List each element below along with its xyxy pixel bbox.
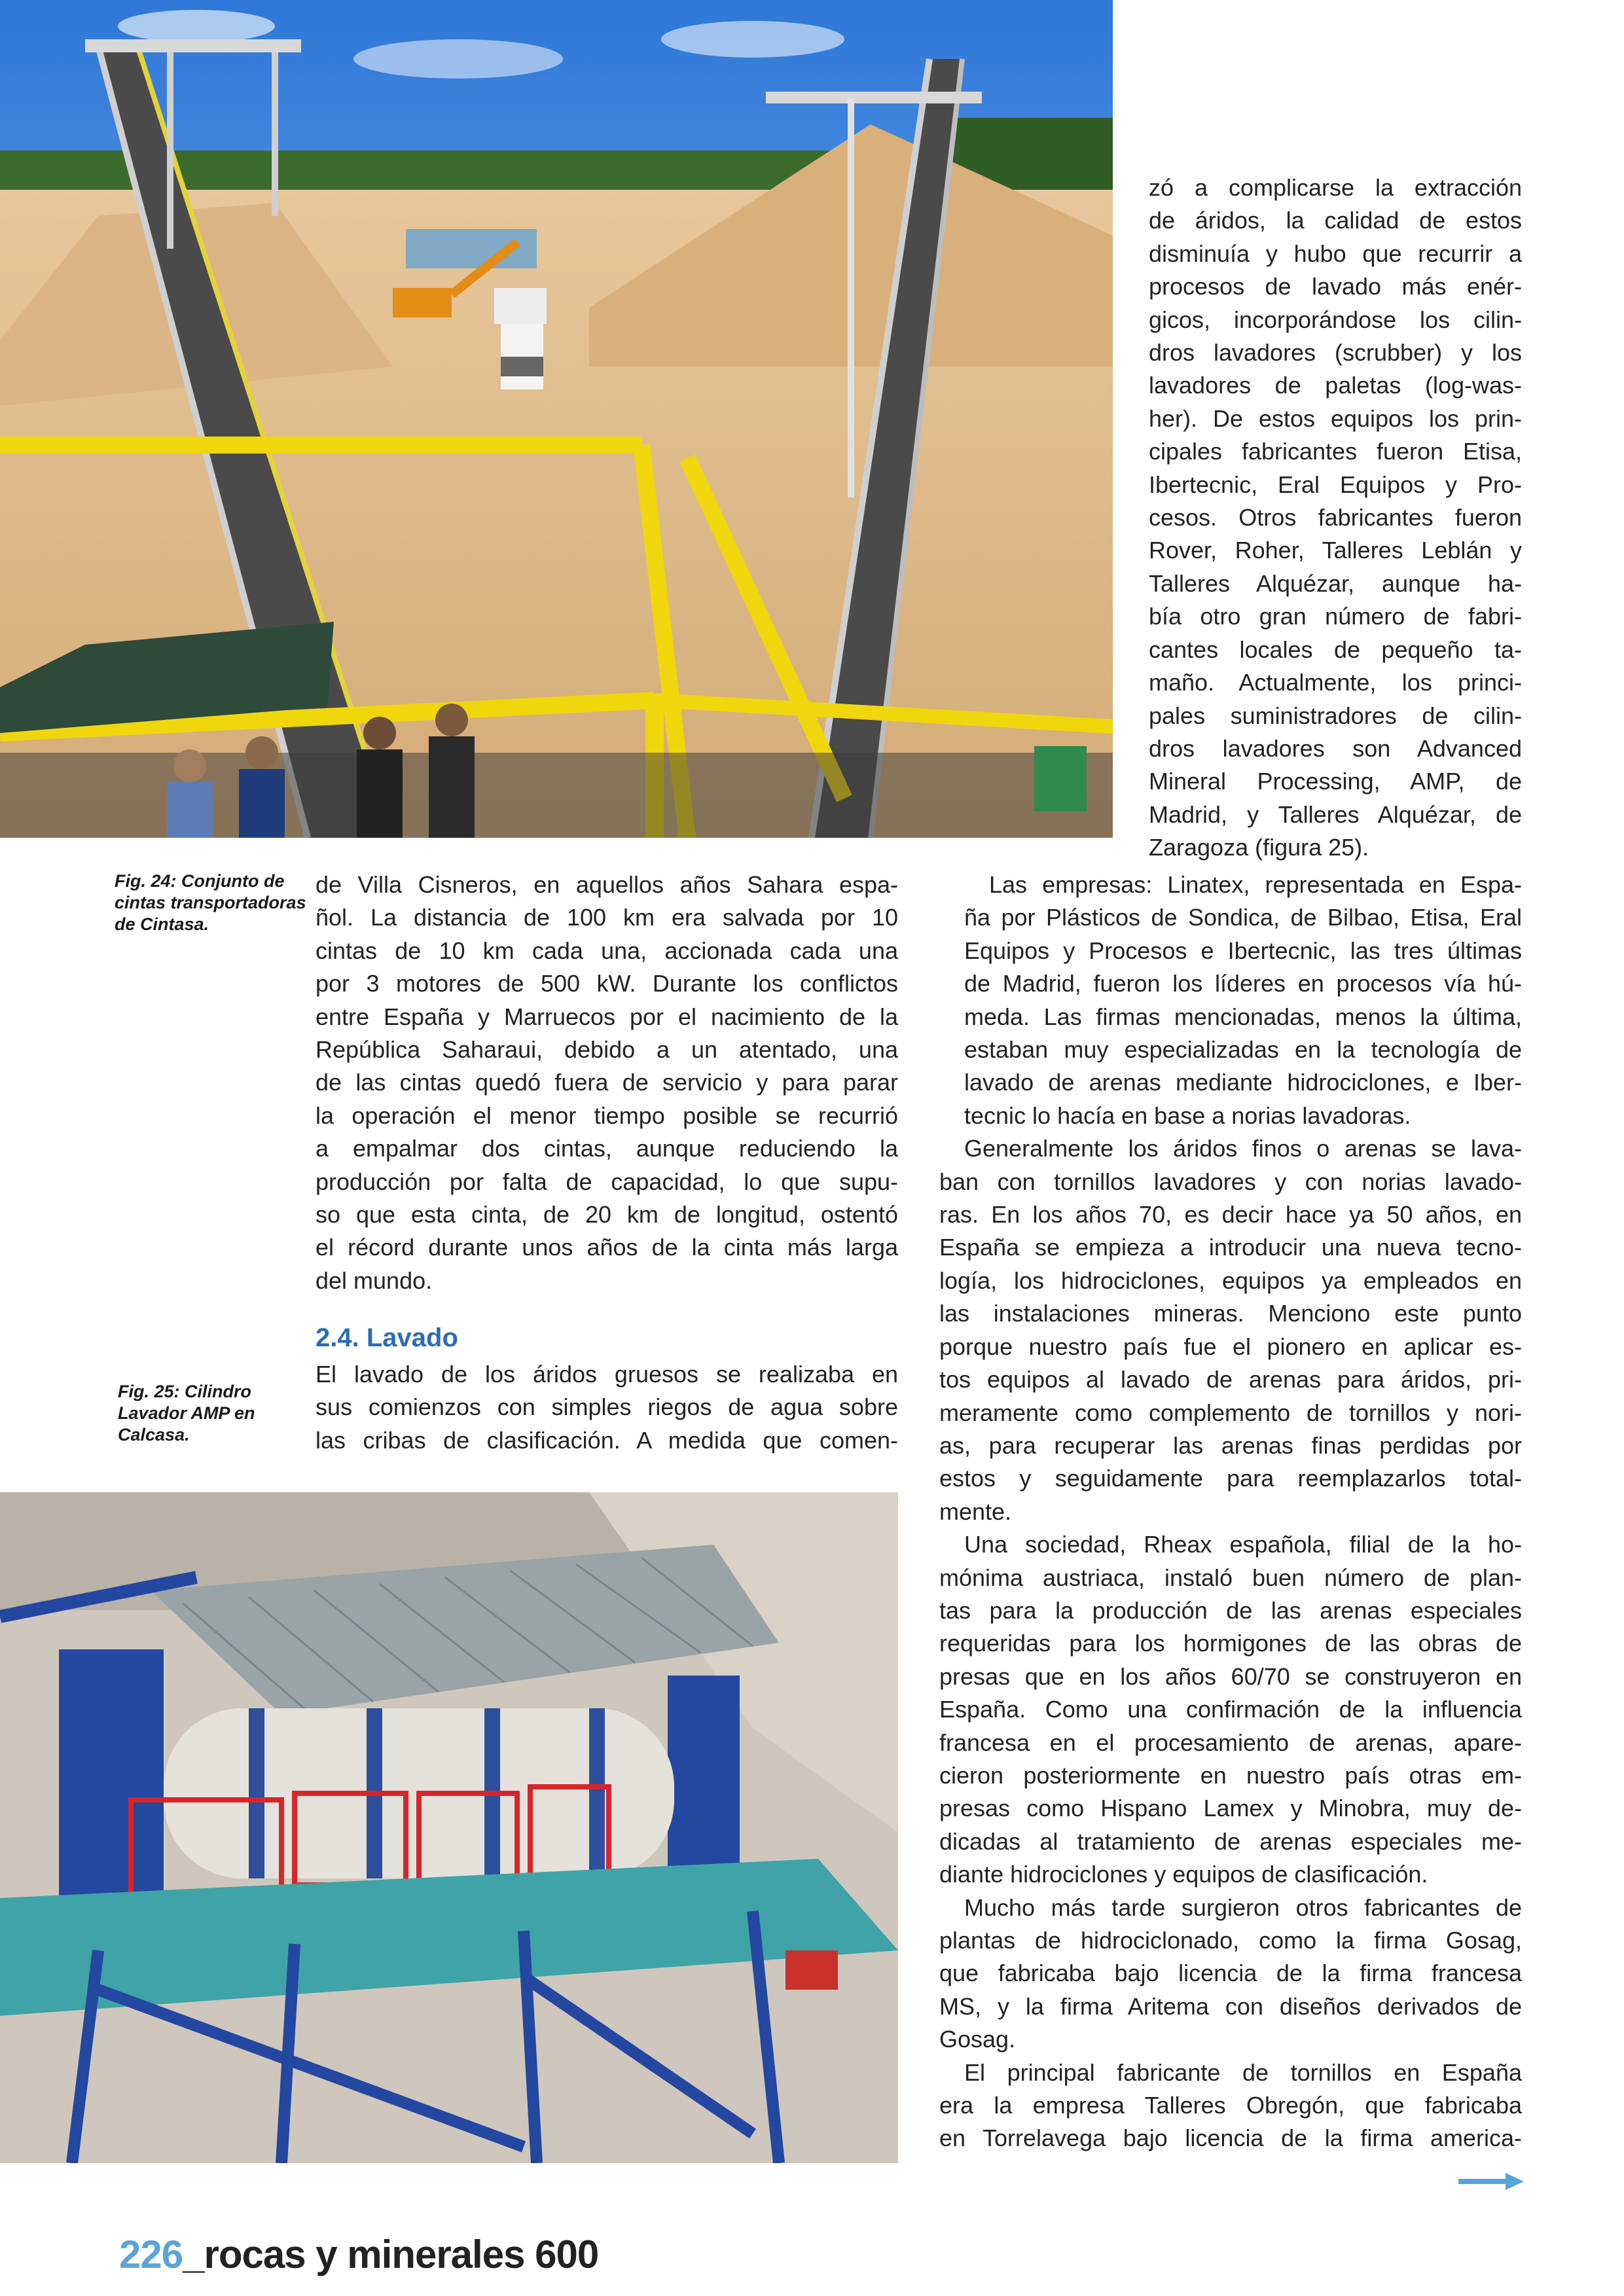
column-middle-lavado bbox=[316, 1358, 898, 1457]
text-line: de Villa Cisneros, en aquellos años Sahara espa- bbox=[316, 871, 898, 898]
text-line: Generalmente los áridos finos o arenas se lava- bbox=[964, 1135, 1522, 1162]
text-line: producción por falta de capacidad, lo que supu- bbox=[316, 1168, 898, 1195]
figure-24-caption: Fig. 24: Conjunto de cintas transportadoras de Cintasa. bbox=[115, 871, 306, 934]
text-line: tos equipos al lavado de arenas para áridos, pri- bbox=[939, 1366, 1522, 1393]
text-line: El principal fabricante de tornillos en España bbox=[964, 2058, 1522, 2086]
text-line: de áridos, la calidad de estos bbox=[1149, 207, 1522, 234]
text-line: de las cintas quedó fuera de servicio y para parar bbox=[316, 1069, 898, 1096]
text-line: requeridas para los hormigones de las obras de bbox=[939, 1630, 1522, 1657]
text-line: Ibertecnic, Eral Equipos y Pro- bbox=[1149, 471, 1522, 498]
text-line: Mineral Processing, AMP, de bbox=[1149, 768, 1522, 795]
text-line: mónima austriaca, instaló buen número de plan- bbox=[939, 1564, 1522, 1591]
text-line: tas para la producción de las arenas especiales bbox=[939, 1596, 1522, 1624]
text-line: cantes locales de pequeño ta- bbox=[1149, 636, 1522, 663]
text-line: cieron posteriormente en nuestro país otras em- bbox=[939, 1761, 1522, 1789]
continue-arrow-icon bbox=[1458, 2172, 1524, 2191]
text-line: disminuía y hubo que recurrir a bbox=[1149, 240, 1522, 267]
text-line: que fabricaba bajo licencia de la firma francesa bbox=[939, 1960, 1522, 1987]
text-line: El lavado de los áridos gruesos se realizaba en bbox=[316, 1361, 898, 1388]
text-line: francesa en el procesamiento de arenas, apare- bbox=[939, 1729, 1522, 1756]
text-line: el récord durante unos años de la cinta más larga bbox=[316, 1234, 898, 1261]
text-line: porque nuestro país fue el pionero en aplicar es- bbox=[939, 1333, 1522, 1360]
text-line: Equipos y Procesos e Ibertecnic, las tres últimas bbox=[964, 937, 1522, 964]
text-line: tecnic lo hacía en base a norias lavadoras. bbox=[964, 1102, 1411, 1129]
text-line: a empalmar dos cintas, aunque reduciendo la bbox=[316, 1135, 898, 1162]
column-right bbox=[939, 869, 1522, 2155]
text-line: ras. En los años 70, es decir hace ya 50 años, en bbox=[939, 1201, 1522, 1229]
figure-24-photo bbox=[0, 0, 1113, 838]
page-number: 226 bbox=[119, 2233, 183, 2276]
text-line: logía, los hidrociclones, equipos ya empleados en bbox=[939, 1266, 1522, 1294]
text-line: las cribas de clasificación. A medida que comen- bbox=[316, 1426, 898, 1454]
text-line: cipales fabricantes fueron Etisa, bbox=[1149, 438, 1522, 465]
text-line: bía otro gran número de fabri- bbox=[1149, 603, 1522, 630]
text-line: plantas de hidrociclonado, como la firma Gosag, bbox=[939, 1927, 1522, 1954]
text-line: procesos de lavado más enér- bbox=[1149, 273, 1522, 300]
text-line: por 3 motores de 500 kW. Durante los conflictos bbox=[316, 970, 898, 997]
text-line: her). De estos equipos los prin- bbox=[1149, 404, 1522, 432]
text-line: estaban muy especializadas en la tecnología de bbox=[964, 1036, 1522, 1064]
text-line: Rover, Roher, Talleres Leblán y bbox=[1149, 537, 1522, 564]
text-line: presas como Hispano Lamex y Minobra, muy de- bbox=[939, 1795, 1522, 1822]
text-line: Una sociedad, Rheax española, filial de la ho- bbox=[964, 1531, 1522, 1558]
text-line: República Saharaui, debido a un atentado, una bbox=[316, 1036, 898, 1064]
text-line: so que esta cinta, de 20 km de longitud, ostentó bbox=[316, 1201, 898, 1229]
text-line: España. Como una confirmación de la influencia bbox=[939, 1696, 1522, 1723]
text-line: dros lavadores (scrubber) y los bbox=[1149, 339, 1522, 367]
text-line: dicadas al tratamiento de arenas especiales me- bbox=[939, 1827, 1522, 1855]
text-line: lavadores de paletas (log-was- bbox=[1149, 372, 1522, 399]
text-line: Las empresas: Linatex, representada en Espa- bbox=[989, 871, 1522, 898]
text-line: Talleres Alquézar, aunque ha- bbox=[1149, 569, 1522, 597]
text-line: Mucho más tarde surgieron otros fabricantes de bbox=[964, 1893, 1522, 1921]
text-line: Zaragoza (figura 25). bbox=[1149, 834, 1369, 861]
text-line: pales suministradores de cilin- bbox=[1149, 702, 1522, 729]
column-middle bbox=[316, 869, 898, 1297]
text-line: gicos, incorporándose los cilin- bbox=[1149, 306, 1522, 333]
text-line: cesos. Otros fabricantes fueron bbox=[1149, 504, 1522, 531]
page-footer bbox=[119, 2232, 598, 2277]
column-right-top bbox=[1149, 171, 1522, 865]
text-line: de Madrid, fueron los líderes en procesos vía hú- bbox=[964, 970, 1522, 997]
text-line: Gosag. bbox=[939, 2026, 1016, 2053]
text-line: meda. Las firmas mencionadas, menos la última, bbox=[964, 1003, 1522, 1030]
text-line: meramente como complemento de tornillos y nori- bbox=[939, 1399, 1522, 1426]
text-line: España se empieza a introducir una nueva tecno- bbox=[939, 1234, 1522, 1261]
section-heading: 2.4. Lavado bbox=[316, 1323, 458, 1352]
text-line: zó a complicarse la extracción bbox=[1149, 174, 1522, 201]
text-line: en Torrelavega bajo licencia de la firma america- bbox=[939, 2125, 1522, 2152]
text-line: ban con tornillos lavadores y con norias lavado- bbox=[939, 1168, 1522, 1195]
text-line: ña por Plásticos de Sondica, de Bilbao, Etisa, Eral bbox=[964, 904, 1522, 931]
text-line: as, para recuperar las arenas finas perdidas por bbox=[939, 1431, 1522, 1459]
figure-25-photo bbox=[0, 1492, 898, 2163]
text-line: MS, y la firma Aritema con diseños derivados de bbox=[939, 1992, 1522, 2020]
text-line: diante hidrociclones y equipos de clasificación. bbox=[939, 1861, 1428, 1888]
text-line: sus comienzos con simples riegos de agua sobre bbox=[316, 1393, 898, 1421]
text-line: mente. bbox=[939, 1498, 1012, 1525]
text-line: la operación el menor tiempo posible se recurrió bbox=[316, 1102, 898, 1129]
text-line: las instalaciones mineras. Menciono este punto bbox=[939, 1300, 1522, 1327]
text-line: era la empresa Talleres Obregón, que fabricaba bbox=[939, 2092, 1522, 2119]
text-line: del mundo. bbox=[316, 1266, 433, 1294]
text-line: presas que en los años 60/70 se construyeron en bbox=[939, 1662, 1522, 1690]
magazine-title: _rocas y minerales 600 bbox=[183, 2233, 599, 2276]
figure-25-caption: Fig. 25: Cilindro Lavador AMP en Calcasa. bbox=[118, 1382, 255, 1444]
text-line: estos y seguidamente para reemplazarlos total- bbox=[939, 1465, 1522, 1492]
text-line: entre España y Marruecos por el nacimiento de la bbox=[316, 1003, 898, 1030]
text-line: dros lavadores son Advanced bbox=[1149, 734, 1522, 762]
text-line: lavado de arenas mediante hidrociclones, e Iber- bbox=[964, 1069, 1522, 1096]
text-line: cintas de 10 km cada una, accionada cada una bbox=[316, 937, 898, 964]
text-line: ñol. La distancia de 100 km era salvada por 10 bbox=[316, 904, 898, 931]
text-line: Madrid, y Talleres Alquézar, de bbox=[1149, 800, 1522, 828]
text-line: maño. Actualmente, los princi- bbox=[1149, 669, 1522, 696]
